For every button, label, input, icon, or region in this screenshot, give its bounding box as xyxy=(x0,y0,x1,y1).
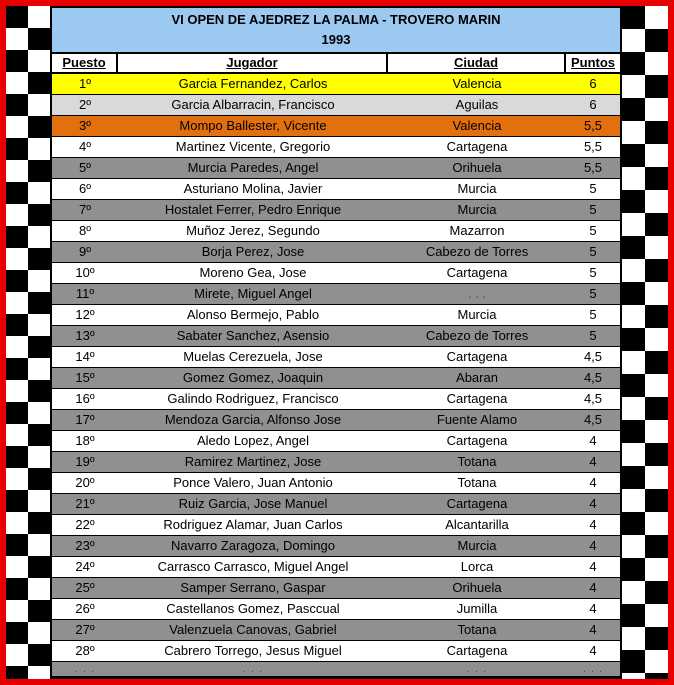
cell-puesto: 27º xyxy=(75,622,95,637)
table-row xyxy=(52,326,620,347)
cell-ciudad: Aguilas xyxy=(455,97,499,112)
cell-ciudad: Lorca xyxy=(460,559,494,574)
cell-jugador: Muñoz Jerez, Segundo xyxy=(186,223,320,238)
cell-ciudad: Valencia xyxy=(452,76,502,91)
table-row xyxy=(52,284,620,305)
cell-jugador: Rodriguez Alamar, Juan Carlos xyxy=(163,517,343,532)
table-row xyxy=(52,473,620,494)
table-row xyxy=(52,452,620,473)
cell-puntos: 4 xyxy=(589,601,597,616)
table-row xyxy=(52,599,620,620)
cell-puntos: 4 xyxy=(589,496,597,511)
cell-puesto: 26º xyxy=(75,601,95,616)
cell-ciudad: Cabezo de Torres xyxy=(425,328,529,343)
table-row xyxy=(52,641,620,662)
cell-puntos: 5 xyxy=(589,286,597,301)
cell-puntos: 5 xyxy=(589,202,597,217)
cell-jugador: Valenzuela Canovas, Gabriel xyxy=(169,622,337,637)
table-row xyxy=(52,263,620,284)
cell-ciudad: Murcia xyxy=(457,307,497,322)
cell-ciudad: Cartagena xyxy=(446,391,508,406)
cell-puesto: 21º xyxy=(75,496,95,511)
cell-puntos: 5 xyxy=(589,328,597,343)
cell-jugador: Asturiano Molina, Javier xyxy=(183,181,323,196)
results-rows xyxy=(52,74,620,677)
table-row xyxy=(52,137,620,158)
cell-jugador: Muelas Cerezuela, Jose xyxy=(183,349,323,364)
cell-puesto: 6º xyxy=(79,181,91,196)
cell-puntos: 4,5 xyxy=(583,349,603,364)
table-row xyxy=(52,305,620,326)
tournament-title: VI OPEN DE AJEDREZ LA PALMA - TROVERO MARIN xyxy=(171,12,501,27)
cell-jugador: Ponce Valero, Juan Antonio xyxy=(173,475,333,490)
cell-puesto: . . . xyxy=(74,663,96,675)
cell-jugador: Galindo Rodriguez, Francisco xyxy=(167,391,339,406)
column-header-puesto: Puesto xyxy=(52,54,118,72)
table-row xyxy=(52,221,620,242)
cell-puntos: 6 xyxy=(589,97,597,112)
checkerboard-right-border xyxy=(622,6,668,679)
cell-jugador: Samper Serrano, Gaspar xyxy=(180,580,326,595)
content-area xyxy=(50,6,622,679)
cell-jugador: Moreno Gea, Jose xyxy=(199,265,307,280)
cell-ciudad: Cartagena xyxy=(446,643,508,658)
table-row xyxy=(52,389,620,410)
cell-jugador: Mompo Ballester, Vicente xyxy=(179,118,327,133)
cell-jugador: Mirete, Miguel Angel xyxy=(194,286,312,301)
cell-jugador: Alonso Bermejo, Pablo xyxy=(186,307,320,322)
cell-jugador: Castellanos Gomez, Pasccual xyxy=(166,601,340,616)
cell-puesto: 13º xyxy=(75,328,95,343)
table-row xyxy=(52,557,620,578)
cell-ciudad: Cartagena xyxy=(446,265,508,280)
cell-puntos: 5,5 xyxy=(583,160,603,175)
cell-jugador: Garcia Fernandez, Carlos xyxy=(178,76,328,91)
cell-puesto: 15º xyxy=(75,370,95,385)
cell-ciudad: . . . xyxy=(467,286,487,301)
cell-puntos: 5,5 xyxy=(583,118,603,133)
cell-puntos: 5 xyxy=(589,265,597,280)
table-row xyxy=(52,515,620,536)
cell-puntos: 4 xyxy=(589,454,597,469)
cell-puesto: 24º xyxy=(75,559,95,574)
cell-ciudad: Alcantarilla xyxy=(445,517,509,532)
table-row xyxy=(52,74,620,95)
cell-puesto: 19º xyxy=(75,454,95,469)
column-header-puntos: Puntos xyxy=(570,55,616,70)
cell-puesto: 12º xyxy=(75,307,95,322)
cell-ciudad: Cartagena xyxy=(446,433,508,448)
cell-ciudad: Totana xyxy=(457,475,497,490)
table-row xyxy=(52,494,620,515)
cell-puesto: 17º xyxy=(75,412,95,427)
cell-jugador: Mendoza Garcia, Alfonso Jose xyxy=(164,412,342,427)
cell-puntos: 5 xyxy=(589,244,597,259)
table-row xyxy=(52,536,620,557)
cell-puesto: 2º xyxy=(79,97,91,112)
cell-jugador: Navarro Zaragoza, Domingo xyxy=(170,538,336,553)
cell-puntos: 4 xyxy=(589,559,597,574)
table-row xyxy=(52,620,620,641)
cell-ciudad: Abaran xyxy=(456,370,498,385)
checkerboard-left-border xyxy=(6,6,50,679)
cell-jugador: Ruiz Garcia, Jose Manuel xyxy=(178,496,328,511)
tournament-year: 1993 xyxy=(321,32,351,47)
cell-puntos: 4 xyxy=(589,538,597,553)
cell-puntos: 4,5 xyxy=(583,391,603,406)
cell-puesto: 8º xyxy=(79,223,91,238)
cell-puesto: 5º xyxy=(79,160,91,175)
cell-ciudad: . . . xyxy=(466,663,488,675)
table-row xyxy=(52,347,620,368)
cell-puntos: 4 xyxy=(589,622,597,637)
cell-ciudad: Cartagena xyxy=(446,349,508,364)
cell-puesto: 9º xyxy=(79,244,91,259)
table-row xyxy=(52,200,620,221)
table-row xyxy=(52,116,620,137)
cell-puntos: . . . xyxy=(582,663,604,675)
cell-puesto: 25º xyxy=(75,580,95,595)
table-row xyxy=(52,662,620,677)
table-row xyxy=(52,410,620,431)
cell-jugador: Murcia Paredes, Angel xyxy=(187,160,319,175)
cell-ciudad: Totana xyxy=(457,622,497,637)
cell-jugador: Aledo Lopez, Angel xyxy=(196,433,310,448)
cell-puntos: 5,5 xyxy=(583,139,603,154)
cell-ciudad: Murcia xyxy=(457,181,497,196)
cell-ciudad: Fuente Alamo xyxy=(436,412,518,427)
table-row xyxy=(52,95,620,116)
cell-puntos: 6 xyxy=(589,76,597,91)
cell-ciudad: Totana xyxy=(457,454,497,469)
cell-ciudad: Jumilla xyxy=(456,601,498,616)
cell-jugador: Sabater Sanchez, Asensio xyxy=(176,328,330,343)
cell-jugador: . . . xyxy=(242,663,264,675)
cell-ciudad: Cabezo de Torres xyxy=(425,244,529,259)
cell-jugador: Gomez Gomez, Joaquin xyxy=(182,370,324,385)
cell-jugador: Borja Perez, Jose xyxy=(201,244,305,259)
table-row xyxy=(52,368,620,389)
column-header-jugador: Jugador xyxy=(118,54,388,72)
cell-puesto: 23º xyxy=(75,538,95,553)
cell-puesto: 20º xyxy=(75,475,95,490)
cell-puesto: 1º xyxy=(79,76,91,91)
table-row xyxy=(52,158,620,179)
cell-puntos: 4 xyxy=(589,475,597,490)
cell-ciudad: Orihuela xyxy=(452,580,502,595)
cell-puesto: 16º xyxy=(75,391,95,406)
cell-puesto: 3º xyxy=(79,118,91,133)
cell-puntos: 4 xyxy=(589,580,597,595)
cell-puesto: 10º xyxy=(75,265,95,280)
cell-ciudad: Cartagena xyxy=(446,139,508,154)
cell-ciudad: Murcia xyxy=(457,538,497,553)
cell-ciudad: Murcia xyxy=(457,202,497,217)
cell-ciudad: Cartagena xyxy=(446,496,508,511)
cell-jugador: Ramirez Martinez, Jose xyxy=(184,454,322,469)
cell-puesto: 7º xyxy=(79,202,91,217)
cell-puntos: 4 xyxy=(589,643,597,658)
cell-puntos: 5 xyxy=(589,181,597,196)
cell-ciudad: Mazarron xyxy=(449,223,505,238)
cell-puntos: 4 xyxy=(589,433,597,448)
cell-ciudad: Orihuela xyxy=(452,160,502,175)
cell-puesto: 18º xyxy=(75,433,95,448)
table-row xyxy=(52,431,620,452)
cell-puesto: 28º xyxy=(75,643,95,658)
cell-puntos: 5 xyxy=(589,307,597,322)
cell-puesto: 14º xyxy=(75,349,95,364)
cell-puntos: 4 xyxy=(589,517,597,532)
column-header-ciudad: Ciudad xyxy=(388,54,566,72)
cell-puesto: 11º xyxy=(75,286,95,301)
table-header-row xyxy=(52,54,620,74)
cell-jugador: Cabrero Torrego, Jesus Miguel xyxy=(164,643,342,658)
cell-jugador: Hostalet Ferrer, Pedro Enrique xyxy=(164,202,342,217)
table-row xyxy=(52,242,620,263)
cell-puntos: 4,5 xyxy=(583,370,603,385)
cell-puntos: 4,5 xyxy=(583,412,603,427)
results-table xyxy=(50,6,622,679)
cell-jugador: Garcia Albarracin, Francisco xyxy=(171,97,335,112)
table-row xyxy=(52,179,620,200)
cell-puntos: 5 xyxy=(589,223,597,238)
cell-jugador: Carrasco Carrasco, Miguel Angel xyxy=(157,559,349,574)
cell-ciudad: Valencia xyxy=(452,118,502,133)
cell-jugador: Martinez Vicente, Gregorio xyxy=(175,139,331,154)
tournament-title-block xyxy=(52,8,620,54)
cell-puesto: 4º xyxy=(79,139,91,154)
cell-puesto: 22º xyxy=(75,517,95,532)
table-row xyxy=(52,578,620,599)
